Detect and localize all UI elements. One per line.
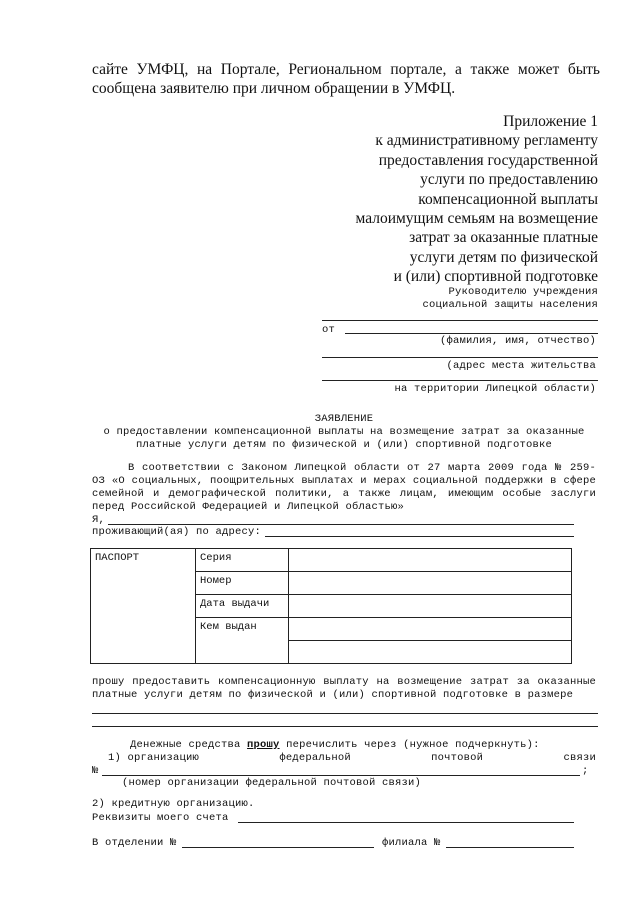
address-field[interactable]	[322, 357, 598, 358]
passport-issued-by-field-2[interactable]	[289, 641, 572, 664]
option1-word: федеральной	[279, 752, 351, 764]
appendix-line: услуги детям по физической	[409, 248, 598, 266]
appendix-line: затрат за оказанные платные	[409, 229, 598, 247]
passport-table	[90, 548, 572, 664]
payment-intro-text-2: перечислить через (нужное подчеркнуть):	[286, 739, 540, 751]
passport-row-label: Серия	[196, 549, 289, 572]
passport-row-label: Номер	[196, 572, 289, 595]
statement-body: В соответствии с Законом Липецкой области от 27 марта 2009 года № 259-ОЗ «О социальных, поощрительных выплатах и мерах социальной поддержки в сфере семейной и демографической политики, а также лицам, имеющим особые заслуги перед Российской Федерацией и Липецкой областью»	[92, 462, 596, 513]
option1-hint: (номер организации федеральной почтовой связи)	[122, 777, 422, 789]
appendix-line: предоставления государственной	[378, 151, 598, 169]
from-label: от	[322, 324, 336, 336]
payment-intro-text: Денежные средства	[130, 739, 241, 751]
residence-address-field[interactable]	[265, 536, 574, 537]
addressee-line-2: социальной защиты населения	[422, 299, 598, 311]
statement-subtitle: о предоставлении компенсационной выплаты на возмещение затрат за оказанные платные услуги детям по физической и (или) спортивной подготовке	[103, 426, 585, 451]
amount-field-2[interactable]	[92, 726, 598, 727]
semicolon: ;	[582, 765, 589, 777]
passport-row-label: Дата выдачи	[196, 595, 289, 618]
region-hint: на территории Липецкой области)	[394, 383, 596, 395]
statement-title: ЗАЯВЛЕНИЕ	[314, 413, 374, 425]
account-label: Реквизиты моего счета	[92, 812, 229, 824]
option1-word: почтовой	[431, 752, 484, 764]
filial-field[interactable]	[446, 847, 574, 848]
filial-label: филиала №	[382, 837, 441, 849]
passport-number-field[interactable]	[289, 572, 572, 595]
fio-field[interactable]	[345, 333, 598, 334]
appendix-line: Приложение 1	[503, 113, 598, 130]
option1-row[interactable]	[108, 752, 596, 765]
appendix-header	[298, 112, 598, 287]
applicant-name-field[interactable]	[108, 524, 574, 525]
payment-intro	[130, 739, 540, 752]
branch-label: В отделении №	[92, 837, 177, 849]
appendix-line: малоимущим семьям на возмещение	[355, 210, 598, 228]
blank-line	[322, 320, 598, 321]
account-field[interactable]	[238, 822, 574, 823]
i-label: Я,	[92, 514, 106, 526]
request-text: прошу предоставить компенсационную выплату на возмещение затрат за оказанные платные услуги детям по физической и (или) спортивной подготовке в размере	[92, 676, 596, 701]
addressee-line-1: Руководителю учреждения	[448, 286, 598, 298]
branch-field[interactable]	[182, 847, 374, 848]
address-field-2[interactable]	[322, 380, 598, 381]
passport-issued-by-field[interactable]	[289, 618, 572, 641]
appendix-line: к административному регламенту	[375, 132, 598, 150]
passport-label: ПАСПОРТ	[91, 549, 196, 664]
appendix-line: услуги по предоставлению	[420, 171, 598, 189]
passport-issue-date-field[interactable]	[289, 595, 572, 618]
appendix-line: и (или) спортивной подготовке	[393, 268, 598, 286]
amount-field[interactable]	[92, 713, 598, 714]
option1-word: связи	[563, 752, 596, 764]
option1-word: 1) организацию	[108, 752, 200, 764]
address-hint: (адрес места жительства	[446, 360, 596, 372]
continuation-paragraph: сайте УМФЦ, на Портале, Региональном портале, а также может быть сообщена заявителю при личном обращении в УМФЦ.	[92, 61, 600, 97]
payment-intro-emphasis: прошу	[247, 739, 280, 751]
fio-hint: (фамилия, имя, отчество)	[439, 335, 596, 347]
option2-label[interactable]: 2) кредитную организацию.	[92, 798, 255, 810]
appendix-line: компенсационной выплаты	[418, 190, 598, 208]
number-sign: №	[92, 765, 99, 777]
post-office-number-field[interactable]	[102, 775, 580, 776]
residing-label: проживающий(ая) по адресу:	[92, 526, 262, 538]
passport-series-field[interactable]	[289, 549, 572, 572]
passport-row-label: Кем выдан	[196, 618, 289, 664]
